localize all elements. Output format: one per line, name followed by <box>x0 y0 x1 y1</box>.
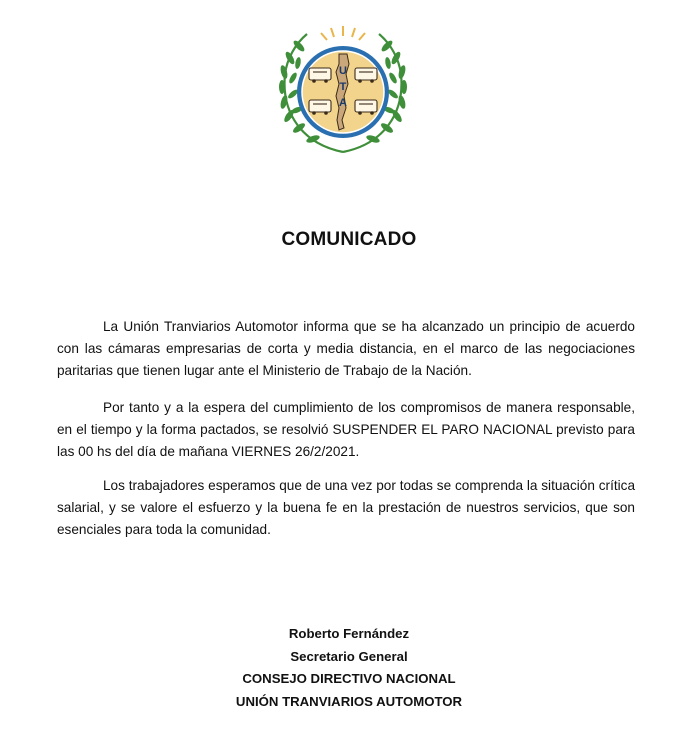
sun-icon <box>321 26 365 40</box>
signatory-organization: UNIÓN TRANVIARIOS AUTOMOTOR <box>235 693 463 709</box>
logo-letter-a: A <box>339 97 347 109</box>
document-title: COMUNICADO <box>281 229 417 250</box>
paragraph-agreement: La Unión Tranviarios Automotor informa que se ha alcanzado un principio de acuerdo con las cámaras empresarias de corta y media distancia, en el marco de las negociaciones paritarias que tienen lugar ante el Ministerio de Trabajo de la Nación. <box>57 319 635 378</box>
signatory-body: CONSEJO DIRECTIVO NACIONAL <box>242 671 456 686</box>
logo-letter-u: U <box>339 65 347 77</box>
paragraph-workers-statement: Los trabajadores esperamos que de una vez por todas se comprenda la situación crítica salarial, y se valore el esfuerzo y la buena fe en la prestación de nuestros servicios, que son esenciales para toda la comunidad. <box>57 478 635 537</box>
signatory-name: Roberto Fernández <box>288 626 410 641</box>
uta-logo <box>273 24 413 156</box>
signature-block <box>0 623 698 713</box>
signatory-role: Secretario General <box>290 648 408 664</box>
logo-letter-t: T <box>339 81 347 93</box>
paragraph-strike-suspension: Por tanto y a la espera del cumplimiento de los compromisos de manera responsable, en el tiempo y la forma pactados, se resolvió SUSPENDER EL PARO NACIONAL previsto para las 00 hs del día de mañana VIERNES 26/2/2021. <box>57 400 635 459</box>
